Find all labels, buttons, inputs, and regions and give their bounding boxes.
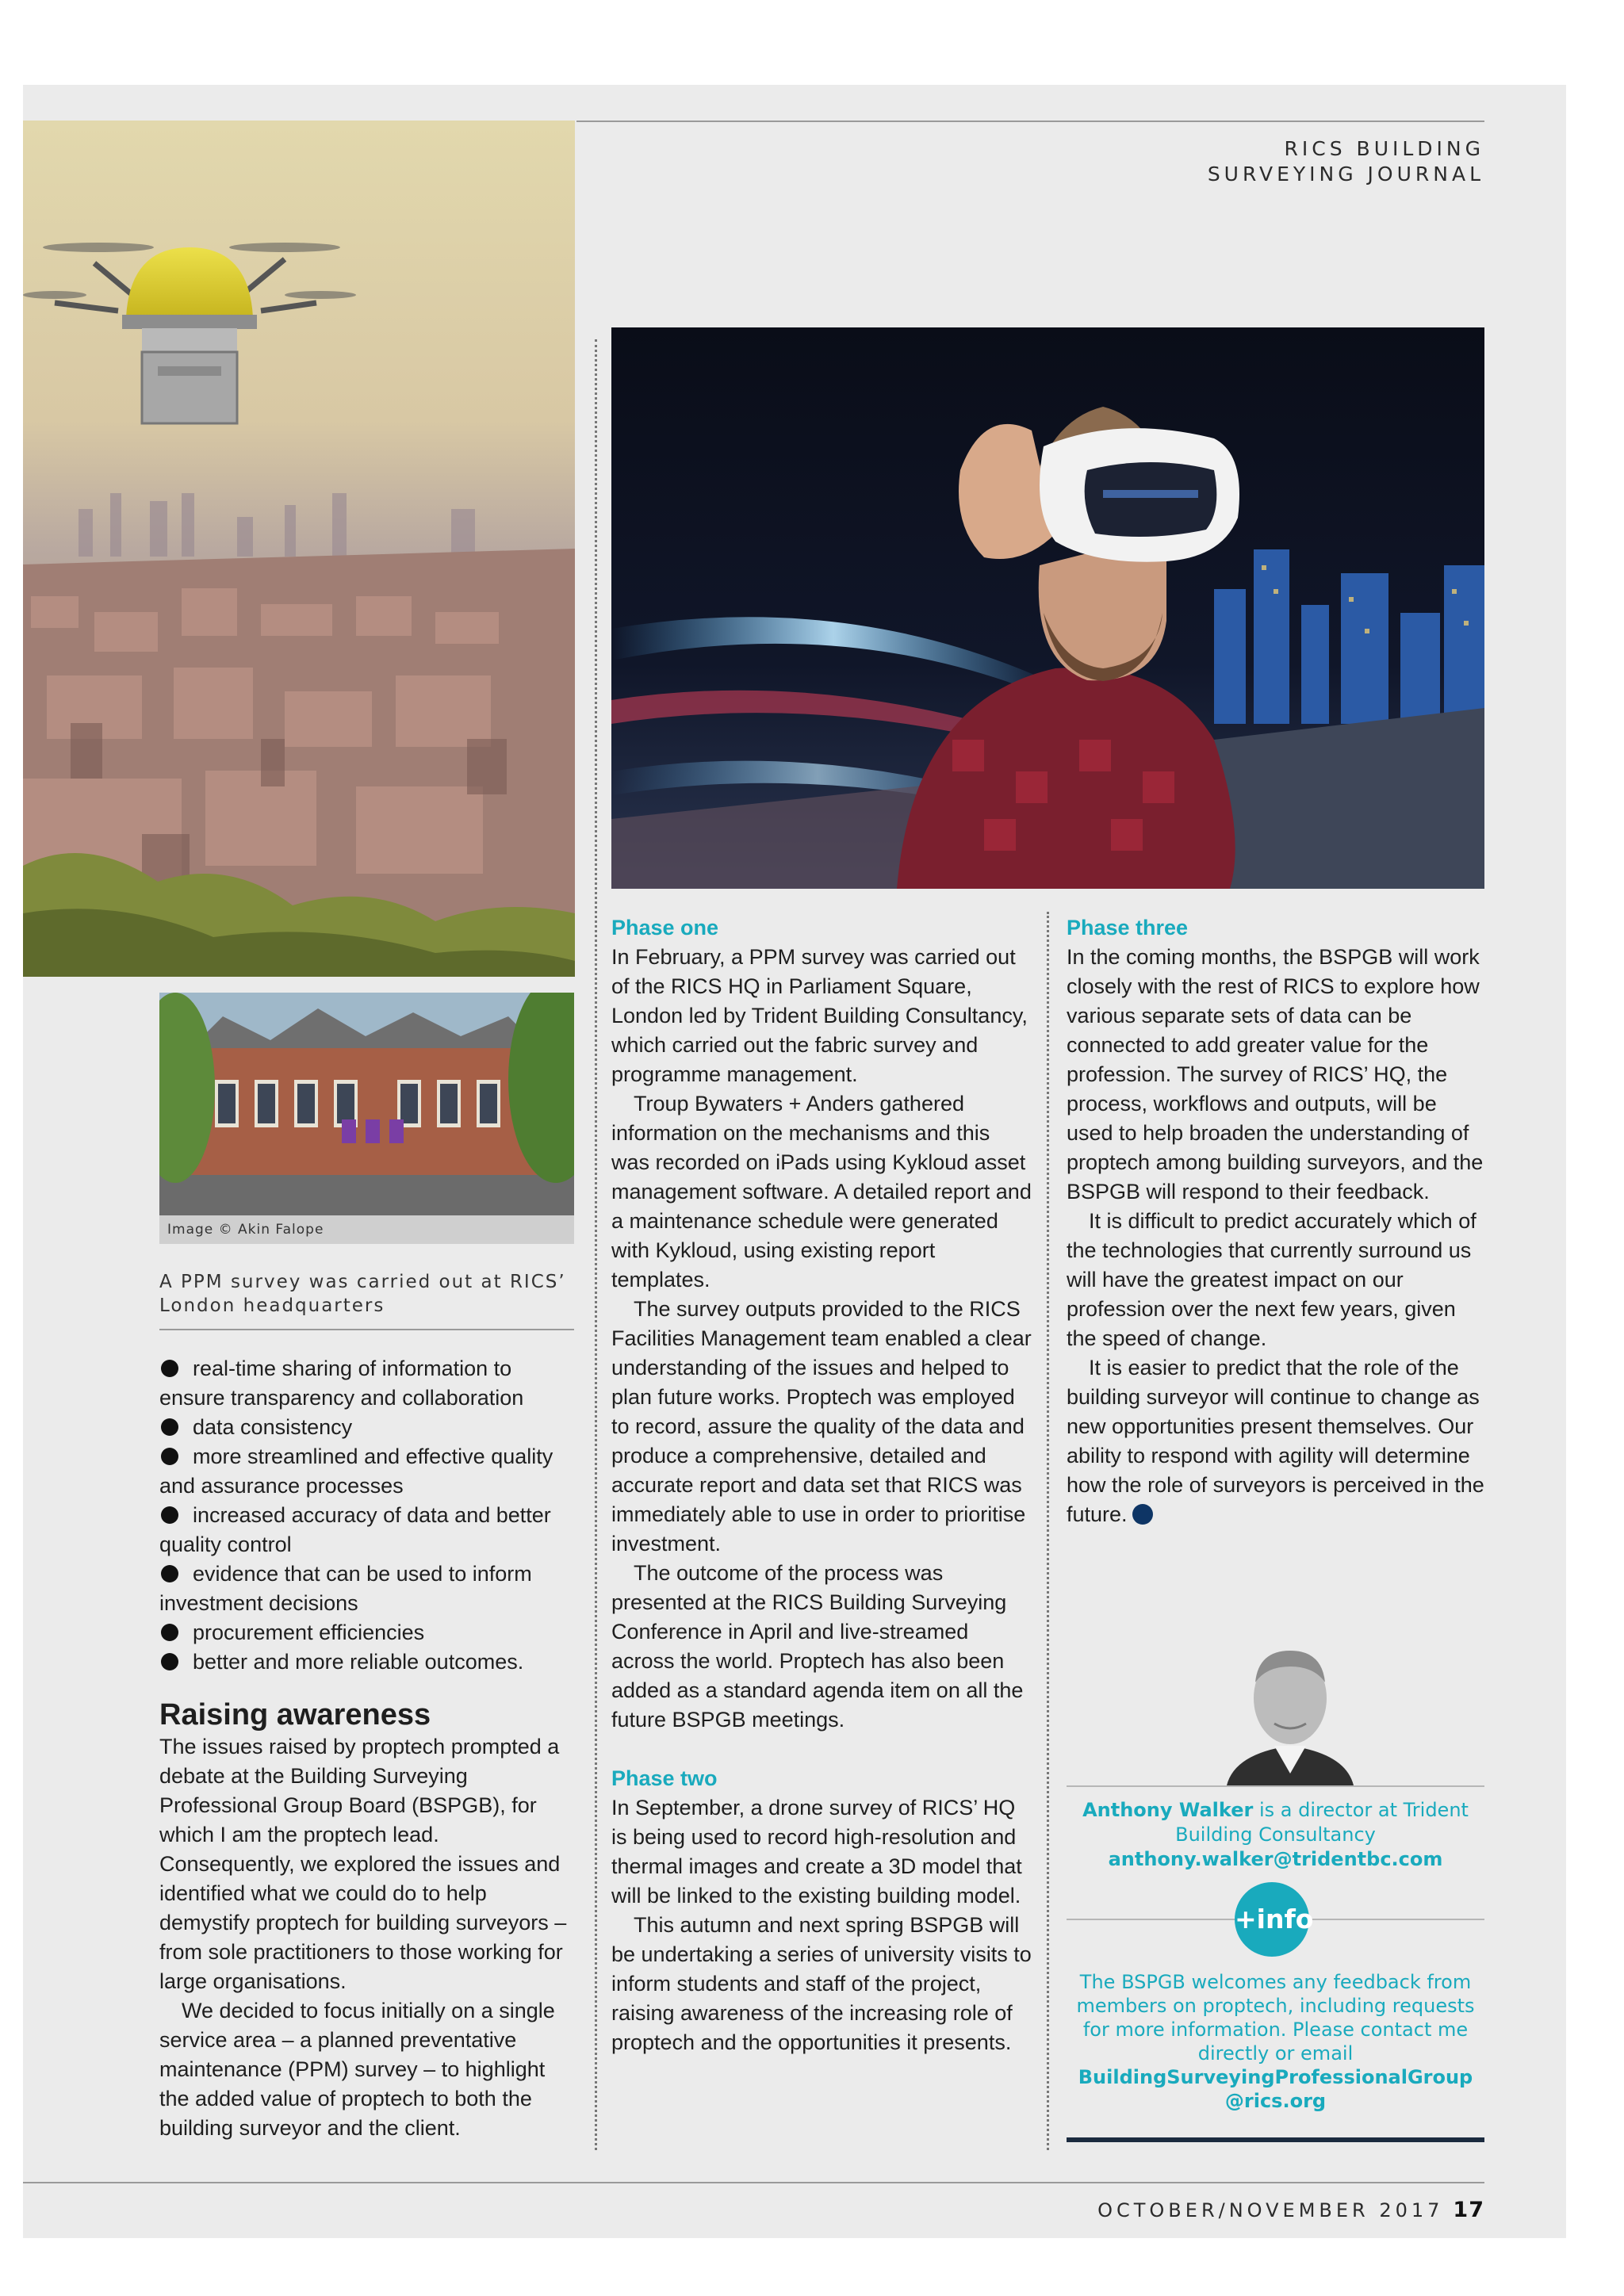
photo-caption: A PPM survey was carried out at RICS’ London headquarters: [159, 1272, 566, 1316]
author-rule: [1067, 1785, 1484, 1787]
journal-title-line-2: SURVEYING JOURNAL: [1207, 163, 1484, 186]
bullet-icon: [161, 1624, 178, 1641]
rics-headquarters-photo: [159, 993, 574, 1234]
feedback-text: The BSPGB welcomes any feedback from members on proptech, including requests for more information. Please contact me directly or email: [1076, 1971, 1475, 2064]
vr-headset-photo: [611, 327, 1484, 889]
phase-three-heading: Phase three: [1067, 916, 1189, 939]
journal-title-line-1: RICS BUILDING: [1284, 137, 1484, 160]
author-bio: [1067, 1798, 1484, 1872]
list-item: data consistency: [159, 1413, 576, 1442]
list-item: more streamlined and effective quality and assurance processes: [159, 1445, 553, 1498]
body-paragraph: Troup Bywaters + Anders gathered information on the mechanisms and this was recorded on iPads using Kykloud asset management software. A detailed report and a maintenance schedule were generated with Kykloud, using existing report templates.: [611, 1092, 1032, 1292]
phase-two-heading: Phase two: [611, 1766, 718, 1790]
body-paragraph: In the coming months, the BSPGB will work closely with the rest of RICS to explore how various separate sets of data can be connected to add greater value for the profession. The survey of RICS’ HQ, the process, workflows and outputs, will be used to help broaden the understanding of proptech among building surveyors, and the BSPGB will respond to their feedback.: [1067, 945, 1484, 1203]
body-paragraph: The outcome of the process was presented at the RICS Building Surveying Conference in April and live-streamed across the world. Proptech has also been added as a standard agenda item on all the future BSPGB meetings.: [611, 1561, 1024, 1732]
author-role: is a director at Trident Building Consultancy: [1175, 1799, 1469, 1846]
body-paragraph: It is difficult to predict accurately which of the technologies that currently surround us will have the greatest impact on our profession over the next few years, given the speed of change.: [1067, 1209, 1477, 1350]
info-badge: +info: [1235, 1882, 1309, 1957]
journal-title: [1208, 136, 1484, 187]
left-column: [159, 1354, 576, 2143]
benefits-list: [159, 1354, 576, 1677]
feedback-email-domain[interactable]: @rics.org: [1224, 2090, 1327, 2112]
bullet-icon: [161, 1653, 178, 1670]
author-portrait: [1219, 1635, 1362, 1785]
bullet-icon: [161, 1418, 178, 1436]
body-paragraph: The issues raised by proptech prompted a debate at the Building Surveying Professional Group Board (BSPGB), for which I am the proptech lead. Consequently, we explored the issues and identified what we could do to help demystify proptech for building surveyors – from sole practitioners to those working for large organisations.: [159, 1735, 567, 1993]
image-credit: Image © Akin Falope: [159, 1215, 574, 1244]
list-item: better and more reliable outcomes.: [159, 1647, 576, 1677]
column-divider-right: [1047, 912, 1049, 2150]
body-paragraph: The survey outputs provided to the RICS Facilities Management team enabled a clear understanding of the issues and helped to plan future works. Proptech was employed to record, assure the quality of the data and produce a comprehensive, detailed and accurate report and data set that RICS was immediately able to use in order to prioritise investment.: [611, 1297, 1032, 1556]
column-divider-left: [595, 339, 597, 2150]
footer-rule: [23, 2182, 1484, 2183]
body-paragraph: In February, a PPM survey was carried out of the RICS HQ in Parliament Square, London led by Trident Building Consultancy, which carried out the fabric survey and programme management.: [611, 945, 1028, 1086]
body-paragraph: It is easier to predict that the role of the building surveyor will continue to change as new opportunities present themselves. Our ability to respond with agility will determine how the role of surveyors is perceived in the future.: [1067, 1356, 1484, 1526]
page-number: 17: [1453, 2198, 1484, 2222]
bullet-icon: [161, 1448, 178, 1465]
drone-photo: [23, 121, 575, 977]
header-rule: [576, 121, 1484, 122]
list-item: increased accuracy of data and better quality control: [159, 1503, 551, 1556]
author-name: Anthony Walker: [1082, 1799, 1254, 1821]
caption-rule: [159, 1329, 574, 1330]
list-item: real-time sharing of information to ensure transparency and collaboration: [159, 1357, 524, 1410]
author-email-link[interactable]: anthony.walker@tridentbc.com: [1108, 1848, 1443, 1870]
feedback-email-link[interactable]: BuildingSurveyingProfessionalGroup: [1078, 2066, 1473, 2088]
feedback-note: [1067, 1970, 1484, 2113]
list-item: evidence that can be used to inform investment decisions: [159, 1562, 532, 1615]
right-column: [1067, 913, 1487, 1529]
bullet-icon: [161, 1506, 178, 1524]
middle-column: [611, 913, 1032, 2057]
body-paragraph: This autumn and next spring BSPGB will be undertaking a series of university visits to inform students and staff of the project, raising awareness of the increasing role of proptech and the opportunities it presents.: [611, 1913, 1032, 2054]
page-footer: [1097, 2195, 1484, 2226]
body-paragraph: We decided to focus initially on a single service area – a planned preventative maintenance (PPM) survey – to highlight the added value of proptech to both the building surveyor and the client.: [159, 1999, 555, 2140]
end-mark-icon: [1132, 1504, 1153, 1525]
body-paragraph: In September, a drone survey of RICS’ HQ is being used to record high-resolution and thermal images and create a 3D model that will be linked to the existing building model.: [611, 1796, 1022, 1908]
section-heading: Raising awareness: [159, 1698, 431, 1732]
phase-one-heading: Phase one: [611, 916, 719, 939]
bullet-icon: [161, 1360, 178, 1377]
issue-date: OCTOBER/NOVEMBER 2017: [1097, 2199, 1444, 2221]
sidebar-end-bar: [1067, 2137, 1484, 2142]
list-item: procurement efficiencies: [159, 1618, 576, 1647]
bullet-icon: [161, 1565, 178, 1582]
